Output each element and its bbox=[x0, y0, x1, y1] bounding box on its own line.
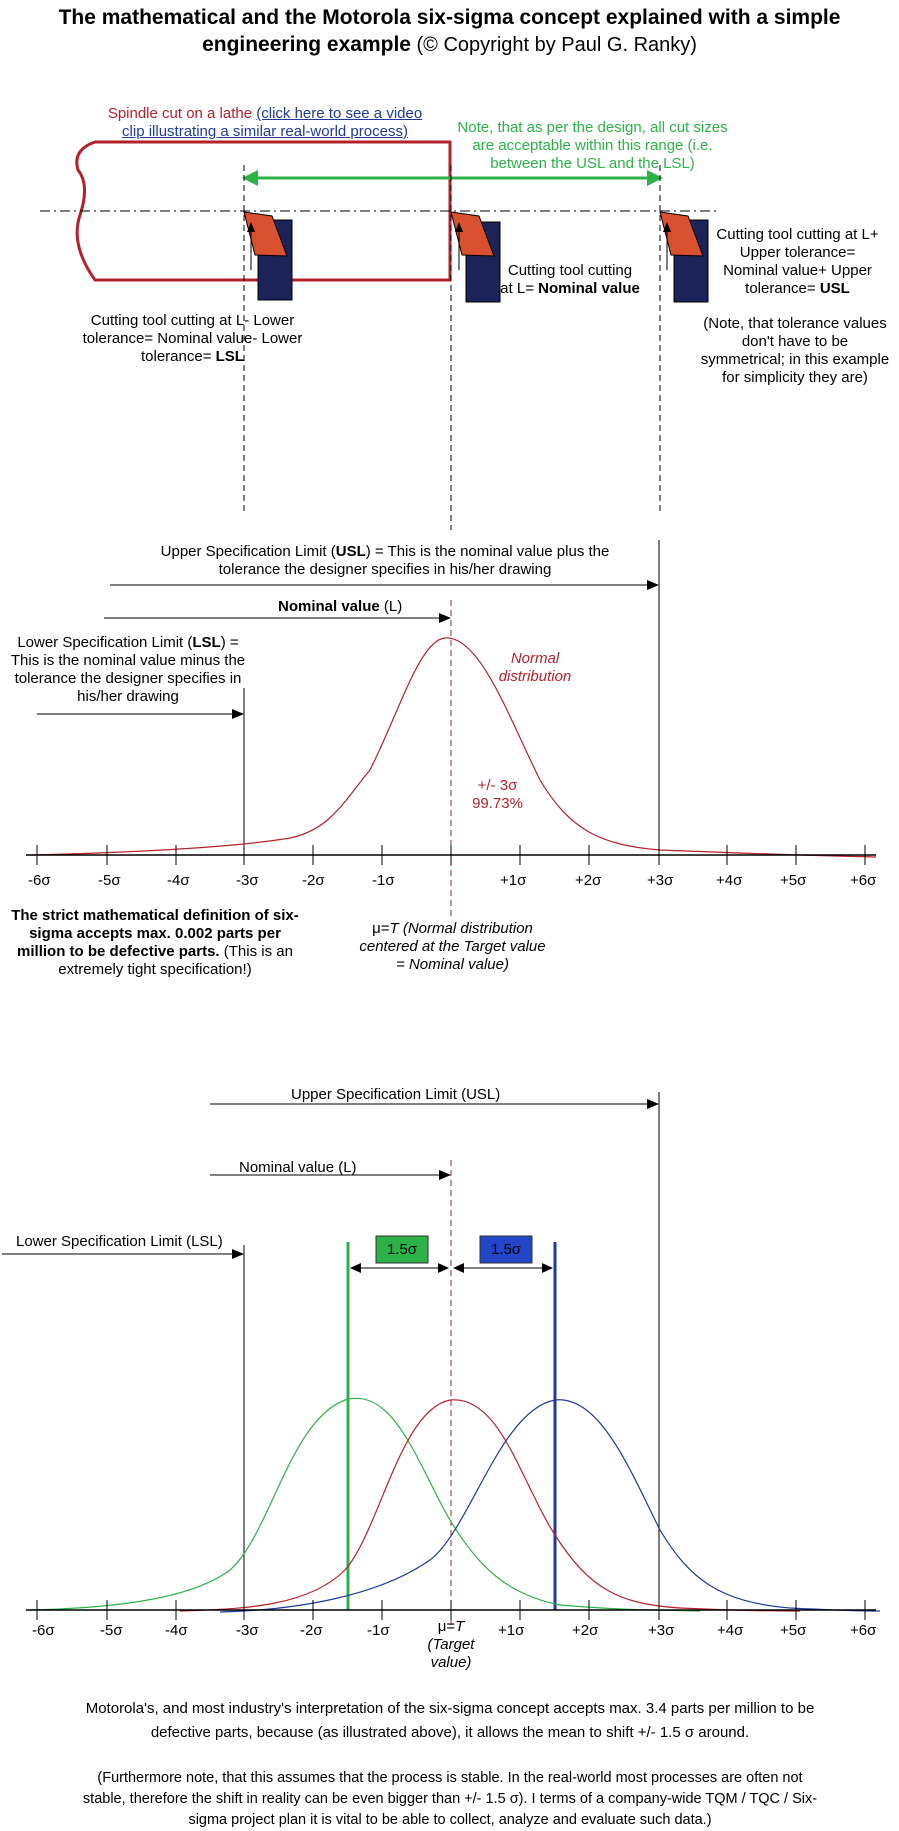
nominal-arrow-2-head bbox=[439, 1170, 451, 1180]
tick-label: +5σ bbox=[780, 872, 807, 889]
green-curve bbox=[30, 1398, 700, 1611]
title-copyright: (© Copyright by Paul G. Ranky) bbox=[410, 34, 697, 56]
tool-nominal-caption bbox=[500, 262, 640, 298]
mu2-a: μ= bbox=[437, 1618, 456, 1635]
tick-label: +4σ bbox=[716, 872, 743, 889]
tool-usl-caption bbox=[715, 226, 880, 298]
tick-label: +3σ bbox=[647, 872, 674, 889]
tick-label: +6σ bbox=[850, 1622, 877, 1639]
cutting-tool-lsl-icon bbox=[244, 212, 292, 300]
blue-curve bbox=[220, 1400, 880, 1612]
spindle-caption bbox=[95, 105, 435, 141]
strict-text: (This is an extremely tight specification!) bbox=[58, 943, 293, 978]
tick-label: -6σ bbox=[32, 1622, 55, 1639]
nominal-label-2: Nominal value (L) bbox=[239, 1159, 357, 1176]
tick-label: +3σ bbox=[648, 1622, 675, 1639]
usl-bold: USL bbox=[335, 543, 366, 560]
usl-text-b: ) = This is the nominal value plus the tolerance the designer specifies in his/her drawing bbox=[218, 543, 610, 578]
spindle-label: Spindle cut on a lathe bbox=[107, 105, 257, 122]
tick-label: -5σ bbox=[100, 1622, 123, 1639]
tick-label: -1σ bbox=[367, 1622, 390, 1639]
tool-lsl-bold: LSL bbox=[215, 348, 244, 365]
footer-bold: Motorola's, and most industry's interpretation of the six-sigma concept accepts max. 3.4 parts per million to be defective parts, because (as illustrated above), it allows the mean to shift +/- 1.5 σ around. bbox=[85, 1700, 815, 1741]
pct-label-1: +/- 3σ bbox=[477, 777, 518, 794]
usl-caption-1 bbox=[160, 543, 610, 579]
mu-b: T bbox=[389, 920, 399, 937]
lsl-text-b: ) = This is the nominal value minus the tolerance the designer specifies in his/her drawing bbox=[10, 634, 246, 705]
pct-label bbox=[455, 777, 540, 813]
tool-usl-text: Cutting tool cutting at L+ Upper tolerance= Nominal value+ Upper tolerance= bbox=[716, 226, 879, 297]
cutting-tool-nominal-icon bbox=[451, 212, 500, 302]
title-bold: The mathematical and the Motorola six-sigma concept explained with a simple engineering example bbox=[58, 6, 841, 56]
tick-label: +2σ bbox=[572, 1622, 599, 1639]
footer-text: (Furthermore note, that this assumes that the process is stable. In the real-world most processes are often not stable, therefore the shift in reality can be even bigger than +/- 1.5 σ). I terms of a company-wide TQM / TQC / Six-sigma project plan it is vital to be able to collect, analyze and evaluate such data.) bbox=[82, 1770, 818, 1828]
red-curve-2 bbox=[180, 1400, 800, 1611]
usl-label-2: Upper Specification Limit (USL) bbox=[291, 1086, 501, 1103]
tick-label: -2σ bbox=[300, 1622, 323, 1639]
strict-bold: The strict mathematical definition of six-sigma accepts max. 0.002 parts per million to be defective parts. bbox=[11, 907, 299, 960]
mu2-b: T bbox=[455, 1618, 465, 1635]
lsl-text-a: Lower Specification Limit ( bbox=[17, 634, 193, 651]
lsl-caption-1 bbox=[8, 634, 248, 706]
tick-label: +6σ bbox=[850, 872, 877, 889]
tool-lsl-text: Cutting tool cutting at L- Lower tolerance= Nominal value- Lower tolerance= bbox=[82, 312, 303, 365]
lsl-label-2: Lower Specification Limit (LSL) bbox=[16, 1233, 223, 1250]
nominal-bold: Nominal value bbox=[278, 598, 380, 615]
mu-a: μ= bbox=[372, 920, 390, 937]
mu-caption-2 bbox=[412, 1618, 490, 1672]
lsl-arrow-1-head bbox=[232, 709, 244, 719]
cutting-tool-usl-icon bbox=[660, 212, 708, 302]
tick-label: +5σ bbox=[780, 1622, 807, 1639]
lsl-bold: LSL bbox=[192, 634, 221, 651]
usl-arrow-2-head bbox=[647, 1099, 659, 1109]
usl-text-a: Upper Specification Limit ( bbox=[160, 543, 336, 560]
tick-label: -3σ bbox=[236, 1622, 259, 1639]
tick-label: -2σ bbox=[302, 872, 325, 889]
tick-label: -4σ bbox=[167, 872, 190, 889]
pct-label-2: 99.73% bbox=[472, 795, 523, 812]
tick-label: -3σ bbox=[236, 872, 259, 889]
nominal-caption-1 bbox=[278, 598, 478, 616]
tick-label: -5σ bbox=[98, 872, 121, 889]
tool-nominal-text: Cutting tool cutting at L= bbox=[500, 262, 633, 297]
mu-c: (Normal distribution centered at the Target value = Nominal value) bbox=[359, 920, 546, 973]
tick-label: -6σ bbox=[28, 872, 51, 889]
mu-caption-1 bbox=[355, 920, 550, 974]
nominal-text: (L) bbox=[379, 598, 403, 615]
blue-shift-badge: 1.5σ bbox=[490, 1241, 522, 1258]
tool-lsl-caption bbox=[60, 312, 325, 366]
tick-label: +2σ bbox=[575, 872, 602, 889]
normal-distribution-label: Normal distribution bbox=[498, 650, 572, 685]
tool-usl-bold: USL bbox=[819, 280, 850, 297]
tick-label: -4σ bbox=[165, 1622, 188, 1639]
range-note: Note, that as per the design, all cut sizes are acceptable within this range (i.e. between the USL and the LSL) bbox=[457, 119, 728, 172]
tick-label: -1σ bbox=[372, 872, 395, 889]
green-shift-badge: 1.5σ bbox=[386, 1241, 418, 1258]
tick-label: +4σ bbox=[717, 1622, 744, 1639]
tool-nominal-bold: Nominal value bbox=[538, 280, 640, 297]
strict-definition bbox=[5, 907, 305, 979]
tick-label: +1σ bbox=[500, 872, 527, 889]
usl-arrow-1-head bbox=[647, 580, 659, 590]
mu2-c: (Target value) bbox=[427, 1636, 475, 1671]
tick-label: +1σ bbox=[498, 1622, 525, 1639]
video-link[interactable]: (click here to see a video clip illustrating a similar real-world process) bbox=[122, 105, 423, 140]
tolerance-note: (Note, that tolerance values don't have to be symmetrical; in this example for simplicity they are) bbox=[700, 315, 890, 386]
